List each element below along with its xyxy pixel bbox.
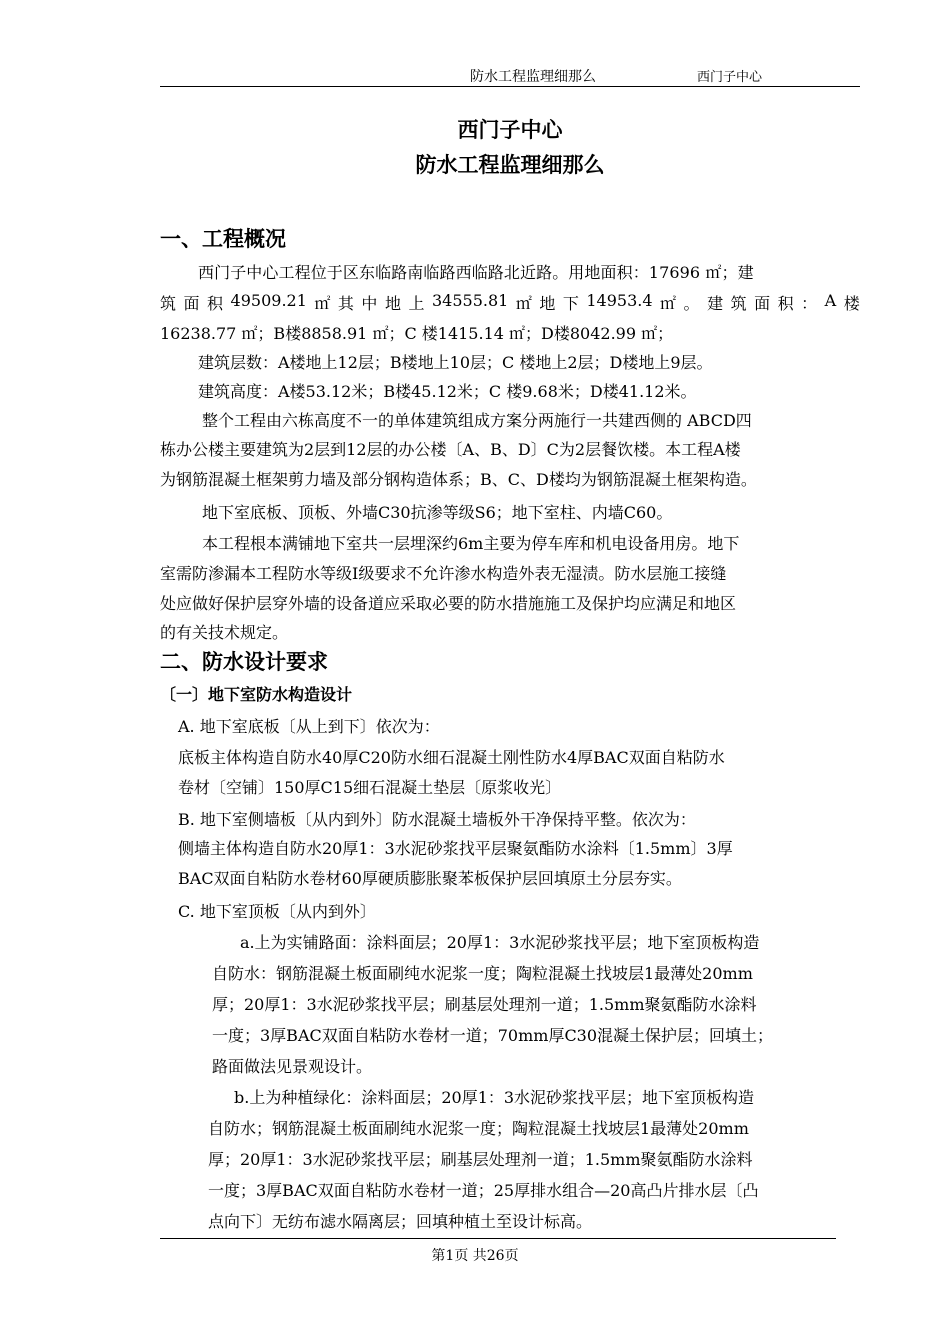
paragraph-line: 地下室底板、顶板、外墙C30抗渗等级S6；地下室柱、内墙C60。 bbox=[202, 503, 673, 522]
paragraph-line: 自防水：钢筋混凝土板面刷纯水泥浆一度；陶粒混凝土找坡层1最薄处20mm bbox=[212, 964, 753, 983]
item-b-label: B. 地下室侧墙板〔从内到外〕防水混凝土墙板外干净保持平整。依次为： bbox=[178, 810, 696, 829]
paragraph-line: 厚；20厚1：3水泥砂浆找平层；刷基层处理剂一道；1.5mm聚氨酯防水涂料 bbox=[208, 1150, 753, 1169]
paragraph-line: 侧墙主体构造自防水20厚1：3水泥砂浆找平层聚氨酯防水涂料〔1.5mm〕3厚 bbox=[178, 839, 733, 858]
paragraph-line: 点向下〕无纺布滤水隔离层；回填种植土至设计标高。 bbox=[208, 1212, 593, 1231]
paragraph-line: 一度；3厚BAC双面自粘防水卷材一道；25厚排水组合—20高凸片排水层〔凸 bbox=[208, 1181, 759, 1200]
header-project-name: 西门子中心 bbox=[697, 70, 763, 85]
subsection-heading: 〔一〕地下室防水构造设计 bbox=[160, 685, 353, 704]
paragraph-line: 的有关技术规定。 bbox=[160, 623, 289, 642]
paragraph-line: 厚；20厚1：3水泥砂浆找平层；刷基层处理剂一道；1.5mm聚氨酯防水涂料 bbox=[212, 995, 757, 1014]
building-heights: 建筑高度：A楼53.12米；B楼45.12米；C 楼9.68米；D楼41.12米。 bbox=[198, 382, 697, 401]
footer-rule bbox=[160, 1238, 836, 1239]
document-title-line2: 防水工程监理细那么 bbox=[415, 153, 605, 177]
paragraph-line: 卷材〔空铺〕150厚C15细石混凝土垫层〔原浆收光〕 bbox=[178, 778, 562, 797]
paragraph-line: 处应做好保护层穿外墙的设备道应采取必要的防水措施施工及保护均应满足和地区 bbox=[160, 594, 737, 613]
paragraph-line: 栋办公楼主要建筑为2层到12层的办公楼〔A、B、D〕C为2层餐饮楼。本工程A楼 bbox=[160, 440, 741, 459]
document-title-line1: 西门子中心 bbox=[457, 118, 563, 142]
item-a-label: A. 地下室底板〔从上到下〕依次为： bbox=[178, 717, 440, 736]
paragraph-line: 路面做法见景观设计。 bbox=[212, 1057, 373, 1076]
paragraph-line: 室需防渗漏本工程防水等级Ⅰ级要求不允许渗水构造外表无湿渍。防水层施工接缝 bbox=[160, 564, 727, 583]
paragraph-line: 自防水；钢筋混凝土板面刷纯水泥浆一度；陶粒混凝土找坡层1最薄处20mm bbox=[208, 1119, 749, 1138]
paragraph-line: 整个工程由六栋高度不一的单体建筑组成方案分两施行一共建西侧的 ABCD四 bbox=[202, 411, 752, 430]
paragraph-line-justified: 筑 面 积 49509.21 ㎡ 其 中 地 上 34555.81 ㎡ 地 下 14953.4 ㎡ 。 建 筑 面 积 ： A 楼 bbox=[160, 291, 860, 313]
building-floors: 建筑层数：A楼地上12层；B楼地上10层；C 楼地上2层；D楼地上9层。 bbox=[198, 353, 713, 372]
page-number: 第1页 共26页 bbox=[431, 1248, 519, 1264]
paragraph-line: a.上为实铺路面：涂料面层；20厚1：3水泥砂浆找平层；地下室顶板构造 bbox=[240, 933, 760, 952]
section-heading-design: 二、防水设计要求 bbox=[160, 650, 328, 674]
section-heading-overview: 一、工程概况 bbox=[160, 227, 286, 251]
paragraph-line: BAC双面自粘防水卷材60厚硬质膨胀聚苯板保护层回填原土分层夯实。 bbox=[178, 869, 682, 888]
header-doc-title: 防水工程监理细那么 bbox=[470, 69, 596, 85]
paragraph-line: 西门子中心工程位于区东临路南临路西临路北近路。用地面积：17696 ㎡；建 bbox=[198, 263, 754, 282]
paragraph-line: b.上为种植绿化：涂料面层；20厚1：3水泥砂浆找平层；地下室顶板构造 bbox=[234, 1088, 755, 1107]
paragraph-line: 一度；3厚BAC双面自粘防水卷材一道；70mm厚C30混凝土保护层；回填土； bbox=[212, 1026, 774, 1045]
header-rule bbox=[160, 86, 860, 87]
paragraph-line: 本工程根本满铺地下室共一层埋深约6m主要为停车库和机电设备用房。地下 bbox=[202, 534, 740, 553]
paragraph-line: 为钢筋混凝土框架剪力墙及部分钢构造体系；B、C、D楼均为钢筋混凝土框架构造。 bbox=[160, 470, 757, 489]
item-c-label: C. 地下室顶板〔从内到外〕 bbox=[178, 902, 376, 921]
paragraph-line: 16238.77 ㎡；B楼8858.91 ㎡；C 楼1415.14 ㎡；D楼8042.99 ㎡； bbox=[160, 324, 674, 343]
paragraph-line: 底板主体构造自防水40厚C20防水细石混凝土刚性防水4厚BAC双面自粘防水 bbox=[178, 748, 725, 767]
